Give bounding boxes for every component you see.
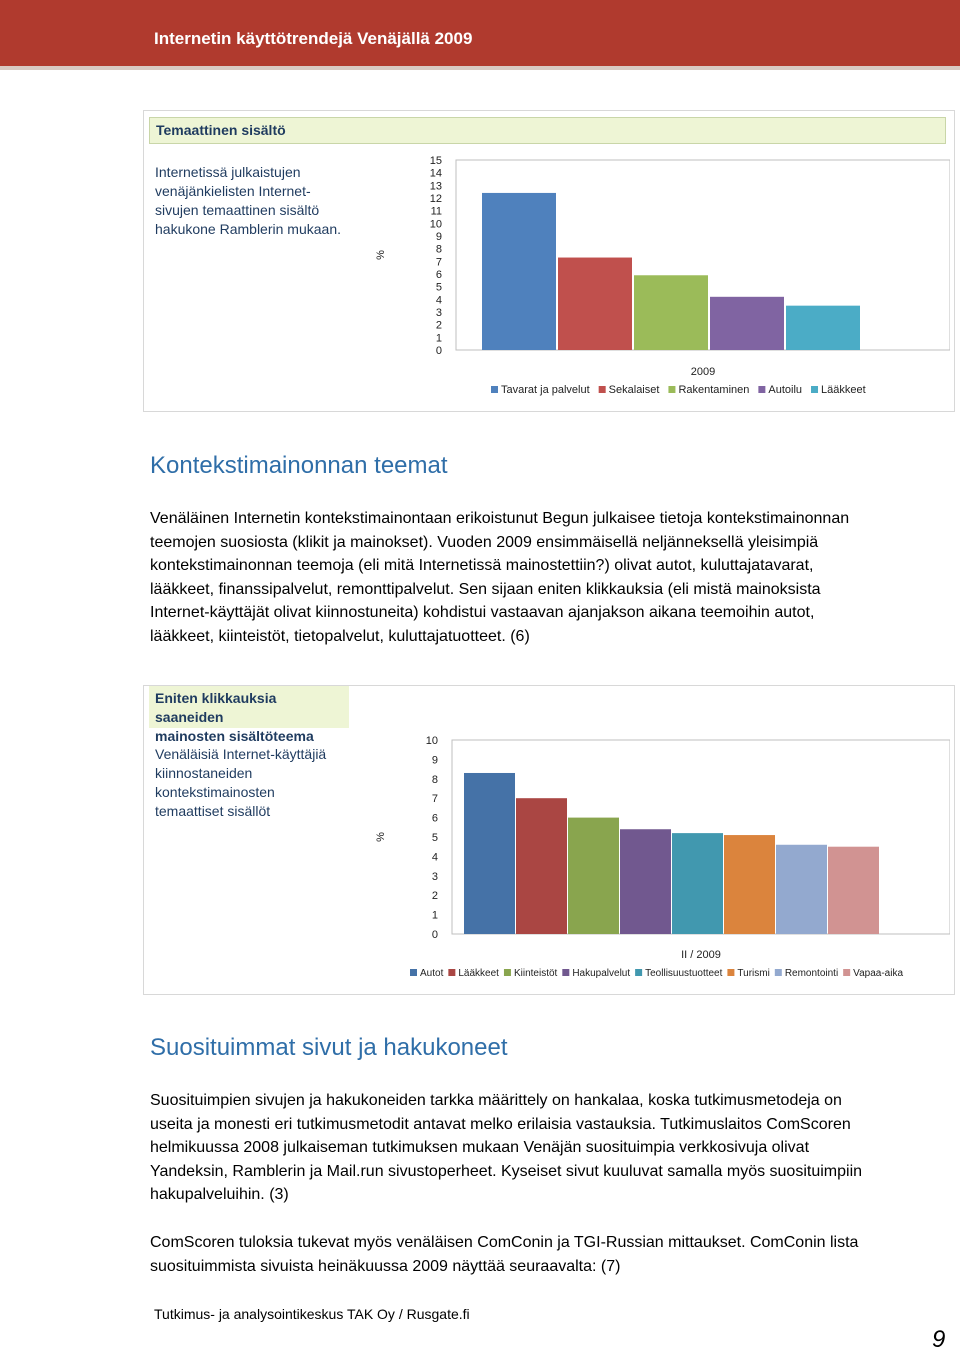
y-tick-label: 8 bbox=[431, 773, 438, 786]
legend-swatch bbox=[843, 969, 850, 976]
box-title-line: Eniten klikkauksia saaneiden bbox=[155, 690, 277, 725]
legend-entry: Turismi bbox=[737, 968, 770, 979]
paragraph-line: ComScoren tuloksia tukevat myös venäläisen ComConin ja TGI-Russian mittaukset. ComConin lista bbox=[150, 1234, 859, 1251]
paragraph-line: suosituimmista sivuista heinäkuussa 2009 näyttää seuraavalta: (7) bbox=[150, 1257, 621, 1275]
legend-swatch bbox=[811, 386, 818, 393]
legend-entry: Vapaa-aika bbox=[853, 968, 904, 979]
section-paragraph bbox=[150, 507, 940, 648]
legend-entry: Teollisuustuotteet bbox=[645, 968, 723, 979]
x-category-label: II / 2009 bbox=[681, 949, 721, 961]
paragraph-line: Internet-käyttäjät olivat kiinnostuneita) kohdistui vastaavan ajanjakson aikana teemoihin autot, bbox=[150, 604, 815, 621]
section-paragraph bbox=[150, 1231, 940, 1278]
description-line: Internetissä julkaistujen bbox=[155, 164, 301, 180]
bar bbox=[620, 829, 671, 934]
y-tick-label: 5 bbox=[431, 832, 438, 844]
legend-entry: Tavarat ja palvelut bbox=[501, 384, 590, 396]
y-tick-label: 4 bbox=[435, 294, 442, 307]
y-axis-label: % bbox=[375, 832, 387, 842]
bar bbox=[568, 818, 619, 934]
box-description bbox=[155, 163, 365, 239]
paragraph-line: Yandeksin, Ramblerin ja Mail.run sivustoperheet. Kyseiset sivut kuuluvat samalla myös suosituimpiin bbox=[150, 1162, 863, 1180]
y-tick-label: 4 bbox=[431, 851, 438, 864]
legend-swatch bbox=[562, 969, 569, 976]
header-title: Internetin käyttötrendejä Venäjällä 2009 bbox=[154, 29, 473, 48]
bar bbox=[672, 833, 723, 934]
legend-swatch bbox=[758, 386, 765, 393]
bar bbox=[558, 258, 632, 350]
paragraph-line: lääkkeet, finanssipalvelut, remonttipalvelut. Sen sijaan eniten klikkauksia (eli mistä mainoksista bbox=[150, 580, 821, 598]
description-line: kontekstimainosten bbox=[155, 784, 275, 800]
bar bbox=[776, 845, 827, 934]
paragraph-line: Suosituimpien sivujen ja hakukoneiden tarkka määrittely on hankalaa, koska tutkimusmetodeja on bbox=[150, 1092, 842, 1109]
legend-swatch bbox=[668, 386, 675, 393]
footer-text: Tutkimus- ja analysointikeskus TAK Oy / Rusgate.fi bbox=[154, 1306, 470, 1322]
bar bbox=[724, 835, 775, 934]
legend-entry: Remontointi bbox=[784, 968, 839, 979]
header-bar bbox=[0, 0, 960, 70]
y-tick-label: 10 bbox=[429, 218, 442, 231]
y-tick-label: 6 bbox=[435, 269, 442, 281]
y-tick-label: 11 bbox=[430, 205, 442, 218]
box-description bbox=[155, 745, 365, 821]
legend-entry: Hakupalvelut bbox=[572, 968, 631, 979]
bar bbox=[464, 773, 515, 934]
legend-swatch bbox=[504, 969, 511, 976]
legend-swatch bbox=[410, 969, 417, 976]
legend-swatch bbox=[635, 969, 642, 976]
description-line: sivujen temaattinen sisältö bbox=[155, 202, 320, 218]
y-axis-label: % bbox=[375, 250, 387, 260]
paragraph-line: kontekstimainonnan teemoja (eli mitä Internetissä mainostettiin?) olivat autot, kuluttajatavarat, bbox=[150, 557, 814, 574]
box-title: Temaattinen sisältö bbox=[149, 117, 946, 144]
bar bbox=[634, 275, 708, 350]
paragraph-line: lääkkeet, kiinteistöt, tietopalvelut, kuluttajatuotteet. (6) bbox=[150, 627, 530, 645]
legend-swatch bbox=[727, 969, 734, 976]
box-title bbox=[149, 686, 349, 744]
legend-entry: Kiinteistöt bbox=[513, 968, 558, 979]
paragraph-line: useita ja monesti eri tutkimusmetodit antavat melko erilaisia vastauksia. Tutkimuslaitos ComScoren bbox=[150, 1115, 851, 1133]
y-tick-label: 5 bbox=[435, 281, 442, 294]
legend-swatch bbox=[491, 386, 498, 393]
y-tick-label: 3 bbox=[435, 307, 442, 319]
y-tick-label: 12 bbox=[429, 193, 442, 205]
y-tick-label: 1 bbox=[435, 332, 442, 345]
legend-entry: Autoilu bbox=[768, 384, 803, 396]
y-tick-label: 15 bbox=[429, 155, 442, 167]
y-tick-label: 0 bbox=[435, 345, 442, 357]
y-tick-label: 10 bbox=[425, 735, 438, 747]
legend-entry: Rakentaminen bbox=[678, 384, 750, 396]
y-tick-label: 0 bbox=[431, 929, 438, 941]
section-heading: Kontekstimainonnan teemat bbox=[150, 452, 448, 479]
legend-swatch bbox=[448, 969, 455, 976]
bar bbox=[482, 193, 556, 350]
legend-entry: Autot bbox=[420, 968, 444, 979]
section-heading: Suosituimmat sivut ja hakukoneet bbox=[150, 1034, 508, 1061]
paragraph-line: hakupalveluihin. (3) bbox=[150, 1186, 289, 1203]
description-line: Venäläisiä Internet-käyttäjiä bbox=[155, 746, 327, 762]
paragraph-line: Venäläinen Internetin kontekstimainontaan erikoistunut Begun julkaisee tietoja kontekstimainonnan bbox=[150, 510, 850, 527]
bar bbox=[828, 847, 879, 934]
y-tick-label: 9 bbox=[435, 231, 442, 243]
y-tick-label: 7 bbox=[431, 793, 438, 806]
y-tick-label: 2 bbox=[435, 319, 442, 332]
y-tick-label: 8 bbox=[435, 243, 442, 256]
description-line: venäjänkielisten Internet- bbox=[155, 183, 311, 199]
bar bbox=[786, 306, 860, 350]
page-number: 9 bbox=[932, 1326, 946, 1353]
description-line: hakukone Ramblerin mukaan. bbox=[155, 221, 341, 237]
y-tick-label: 13 bbox=[429, 180, 442, 193]
description-line: kiinnostaneiden bbox=[155, 765, 253, 781]
y-tick-label: 2 bbox=[431, 890, 438, 903]
x-category-label: 2009 bbox=[690, 366, 716, 378]
y-tick-label: 3 bbox=[431, 870, 438, 883]
legend-entry: Lääkkeet bbox=[821, 384, 866, 396]
legend-swatch bbox=[775, 969, 782, 976]
y-tick-label: 14 bbox=[429, 167, 442, 180]
box-title-line: mainosten sisältöteema bbox=[155, 728, 314, 744]
thematic-content-bar-chart bbox=[360, 150, 950, 402]
legend-entry: Sekalaiset bbox=[608, 384, 660, 396]
y-tick-label: 9 bbox=[431, 754, 438, 767]
most-clicked-ads-bar-chart bbox=[360, 728, 950, 986]
legend-swatch bbox=[599, 386, 606, 393]
paragraph-line: teemojen suosiosta (klikit ja mainokset). Vuoden 2009 ensimmäisellä neljänneksellä yleisimpiä bbox=[150, 533, 819, 551]
description-line: temaattiset sisällöt bbox=[155, 803, 271, 819]
bar bbox=[516, 798, 567, 934]
y-tick-label: 7 bbox=[435, 256, 442, 269]
section-paragraph bbox=[150, 1089, 940, 1207]
paragraph-line: helmikuussa 2008 julkaiseman tutkimuksen mukaan Venäjän suosituimpia verkkosivuja olivat bbox=[150, 1139, 810, 1156]
y-tick-label: 6 bbox=[431, 812, 438, 825]
y-tick-label: 1 bbox=[431, 909, 438, 922]
legend-entry: Lääkkeet bbox=[458, 968, 499, 979]
bar bbox=[710, 297, 784, 350]
